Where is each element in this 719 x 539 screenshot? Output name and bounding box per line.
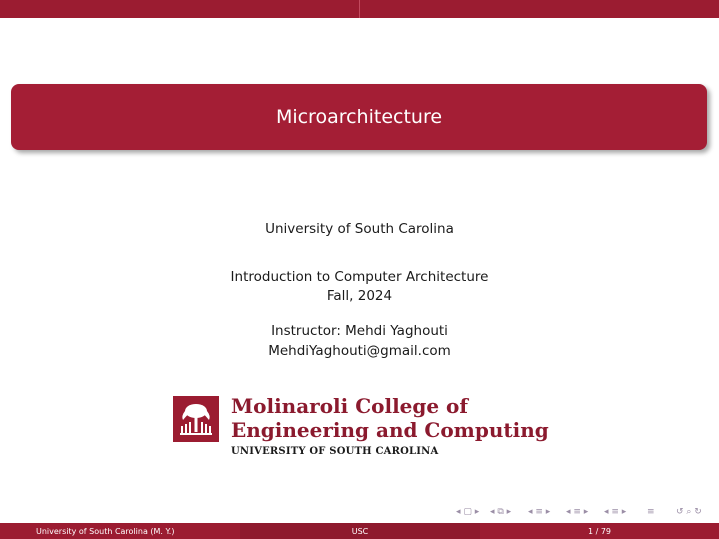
- logo-text-line2: Engineering and Computing: [231, 418, 549, 442]
- footer-institution: USC: [351, 526, 369, 536]
- nav-section-icons[interactable]: ◂ ≡ ▸: [528, 507, 551, 517]
- college-logo: [173, 394, 553, 464]
- footer-right: [480, 523, 719, 539]
- palmetto-icon: [173, 396, 219, 442]
- nav-slide-icons[interactable]: ◂ ≡ ▸: [566, 507, 589, 517]
- footer-author: University of South Carolina (M. Y.): [36, 526, 175, 536]
- institution-name: University of South Carolina: [265, 221, 454, 237]
- footer-page-number: 1 / 79: [587, 526, 612, 536]
- title-box: [11, 84, 707, 150]
- course-name: Introduction to Computer Architecture: [230, 269, 489, 285]
- term: Fall, 2024: [326, 288, 393, 304]
- nav-search-icon[interactable]: ↺ ⌕ ↻: [676, 507, 702, 517]
- footer-left: [0, 523, 240, 539]
- footer-bar: [0, 523, 719, 539]
- logo-text-university: UNIVERSITY OF SOUTH CAROLINA: [231, 446, 439, 457]
- nav-doc-icons[interactable]: ◂ ≡ ▸: [604, 507, 627, 517]
- nav-subsection-icons[interactable]: ◂ ⧉ ▸: [490, 507, 512, 517]
- instructor-email: MehdiYaghouti@gmail.com: [268, 343, 451, 359]
- header-divider: [359, 0, 360, 18]
- nav-appendix-icon[interactable]: ≡: [647, 507, 655, 517]
- top-header-bar: [0, 0, 719, 18]
- footer-center: [240, 523, 480, 539]
- logo-text-line1: Molinaroli College of: [231, 394, 469, 418]
- nav-frame-icons[interactable]: ◂ ▢ ▸: [456, 507, 480, 517]
- slide-title: Microarchitecture: [275, 106, 443, 128]
- instructor: Instructor: Mehdi Yaghouti: [271, 323, 448, 339]
